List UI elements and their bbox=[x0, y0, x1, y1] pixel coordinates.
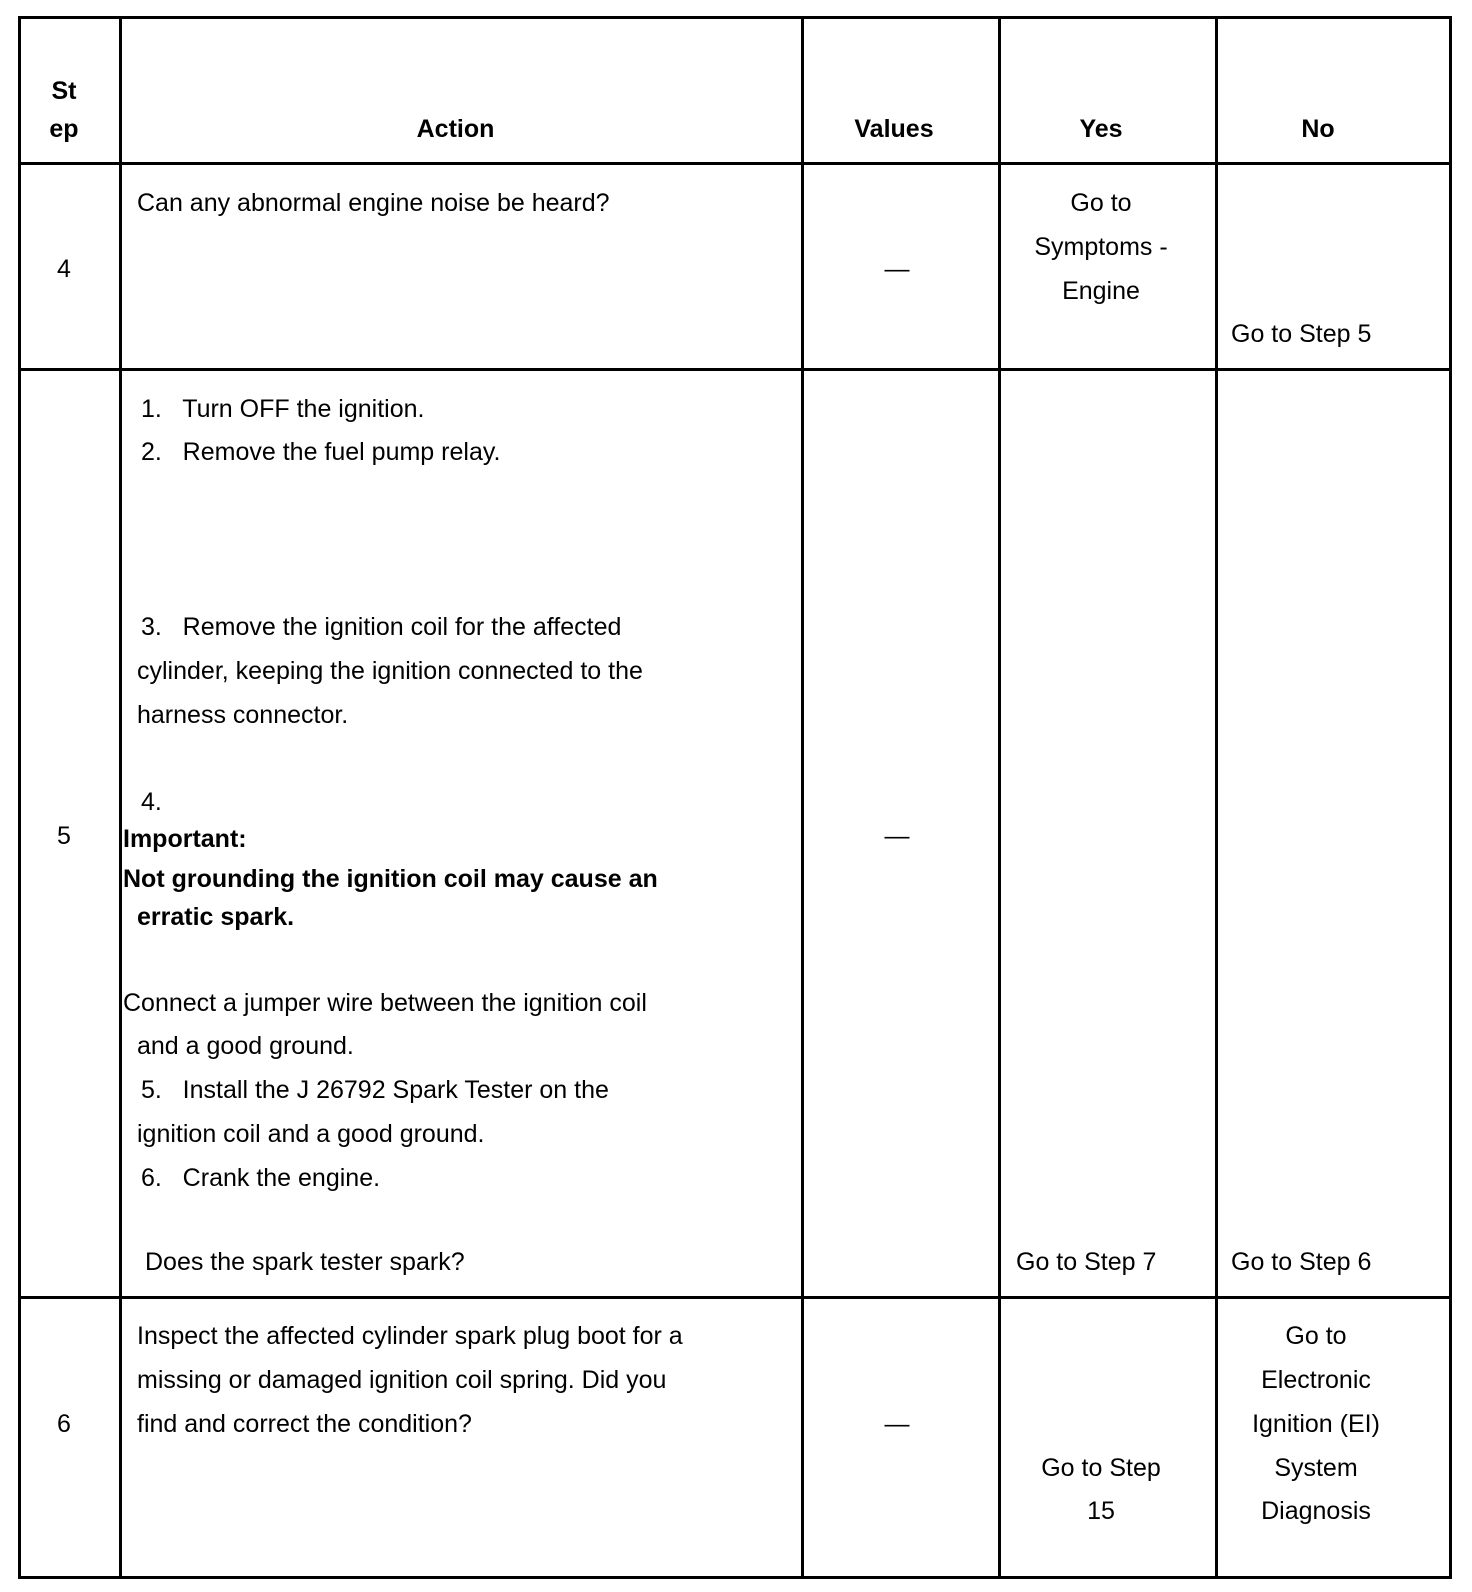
important-note: Not grounding the ignition coil may cause an bbox=[123, 865, 658, 893]
step-number: 4 bbox=[57, 255, 71, 283]
header-action: Action bbox=[416, 115, 495, 143]
diagnostic-table bbox=[18, 16, 1452, 1579]
action-line: harness connector. bbox=[137, 701, 349, 729]
yes-line: Engine bbox=[1062, 277, 1140, 305]
important-label: Important: bbox=[123, 825, 247, 853]
yes-line: Symptoms - bbox=[1034, 233, 1168, 261]
action-line: 4. bbox=[141, 788, 162, 816]
action-line: Connect a jumper wire between the ignition coil bbox=[123, 989, 647, 1017]
yes-cell: Go to Step 7 bbox=[1016, 1248, 1157, 1276]
action-line: 3. Remove the ignition coil for the affected bbox=[141, 613, 622, 641]
header-step-line2: ep bbox=[49, 115, 79, 143]
action-line: missing or damaged ignition coil spring. Did you bbox=[137, 1366, 667, 1394]
header-values: Values bbox=[854, 115, 934, 143]
header-step-line1: St bbox=[51, 77, 77, 105]
action-line: 5. Install the J 26792 Spark Tester on the bbox=[141, 1076, 609, 1104]
no-line: Go to bbox=[1285, 1322, 1347, 1350]
action-line: and a good ground. bbox=[137, 1032, 354, 1060]
action-line: find and correct the condition? bbox=[137, 1410, 472, 1438]
yes-line: Go to bbox=[1070, 189, 1132, 217]
step-number: 6 bbox=[57, 1410, 71, 1438]
action-line: 1. Turn OFF the ignition. bbox=[141, 395, 425, 423]
no-cell: Go to Step 6 bbox=[1231, 1248, 1372, 1276]
values-cell: — bbox=[884, 255, 910, 283]
values-cell: — bbox=[884, 822, 910, 850]
column-divider bbox=[119, 19, 122, 1576]
no-line: Electronic bbox=[1261, 1366, 1371, 1394]
row-divider bbox=[21, 1296, 1449, 1299]
action-line: 6. Crank the engine. bbox=[141, 1164, 381, 1192]
no-line: System bbox=[1274, 1454, 1358, 1482]
action-line: 2. Remove the fuel pump relay. bbox=[141, 438, 501, 466]
values-cell: — bbox=[884, 1410, 910, 1438]
no-line: Diagnosis bbox=[1261, 1497, 1371, 1525]
row-divider bbox=[21, 368, 1449, 371]
action-line: ignition coil and a good ground. bbox=[137, 1120, 485, 1148]
action-text: Can any abnormal engine noise be heard? bbox=[137, 189, 610, 217]
action-question: Does the spark tester spark? bbox=[145, 1248, 465, 1276]
header-no: No bbox=[1301, 115, 1335, 143]
row-divider bbox=[21, 162, 1449, 165]
important-note: erratic spark. bbox=[137, 903, 295, 931]
yes-line: Go to Step bbox=[1041, 1454, 1161, 1482]
action-line: cylinder, keeping the ignition connected to the bbox=[137, 657, 643, 685]
yes-line: 15 bbox=[1087, 1497, 1115, 1525]
no-cell: Go to Step 5 bbox=[1231, 320, 1372, 348]
step-number: 5 bbox=[57, 822, 71, 850]
header-yes: Yes bbox=[1079, 115, 1123, 143]
action-line: Inspect the affected cylinder spark plug boot for a bbox=[137, 1322, 683, 1350]
no-line: Ignition (EI) bbox=[1252, 1410, 1380, 1438]
